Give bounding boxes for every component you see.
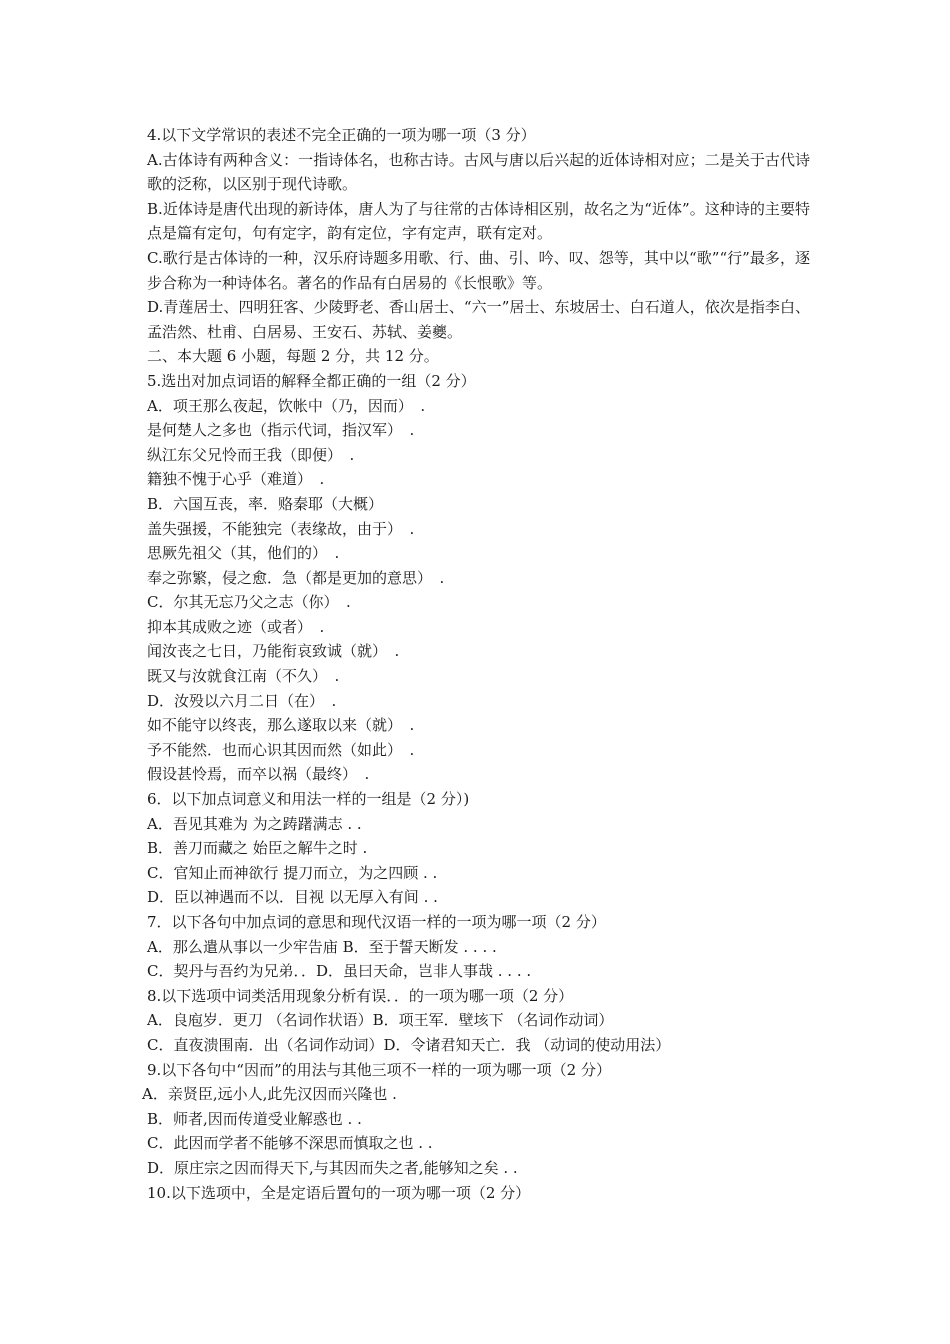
q6-option-c: C．官知止而神欲行 提刀而立，为之四顾 . . [147,863,438,882]
q5-option-c-line-3: 闻汝丧之七日，乃能衔哀致诚（就） . [147,642,400,661]
q5-option-d-line-4: 假设甚怜焉，而卒以祸（最终） . [147,765,370,784]
q9-option-b: B．师者,因而传道受业解惑也 . . [147,1109,362,1128]
document-page [142,123,810,1205]
q5-option-c-line-1: C．尔其无忘乃父之志（你） . [147,593,351,612]
q8-options-c-d: C．直夜溃围南．出（名词作动词）D．令诸君知天亡．我 （动词的使动用法） [147,1035,671,1054]
q5-option-b-line-3: 思厥先祖父（其，他们的） . [147,544,340,563]
q9-option-c: C．此因而学者不能够不深思而慎取之也 . . [147,1134,433,1153]
q4-option-c: C.歌行是古体诗的一种，汉乐府诗题多用歌、行、曲、引、吟、叹、怨等，其中以“歌”“行”最多，逐步合称为一种诗体名。著名的作品有白居易的《长恨歌》等。 [147,248,810,292]
q5-option-a-line-3: 纵江东父兄怜而王我（即便） . [147,445,355,464]
q5-option-c-line-4: 既又与汝就食江南（不久） . [147,667,340,686]
q6-option-d: D．臣以神遇而不以．目视 以无厚入有间 . . [147,888,438,907]
section-heading-2: 二、本大题 6 小题，每题 2 分，共 12 分。 [147,347,439,366]
q5-option-d-line-2: 如不能守以终丧，那么遂取以来（就） . [147,716,415,735]
q5-option-a-line-2: 是何楚人之多也（指示代词，指汉军） . [147,421,415,440]
q10-stem: 10.以下选项中，全是定语后置句的一项为哪一项（2 分） [147,1183,531,1202]
q5-option-d-line-1: D．汝殁以六月二日（在） . [147,691,337,710]
q9-option-a: A．亲贤臣,远小人,此先汉因而兴隆也 . [142,1085,397,1104]
q5-option-d-line-3: 予不能然．也而心识其因而然（如此） . [147,740,415,759]
q7-options-a-b: A．那么遣从事以一少牢告庙 B．至于誓天断发 . . . . [147,937,497,956]
q8-options-a-b: A．良庖岁．更刀 （名词作状语）B．项王军．壁垓下 （名词作动词） [147,1011,614,1030]
q6-option-a: A．吾见其难为 为之踌躇满志 . . [147,814,362,833]
q4-stem: 4.以下文学常识的表述不完全正确的一项为哪一项（3 分） [147,126,536,144]
q7-stem: 7．以下各句中加点词的意思和现代汉语一样的一项为哪一项（2 分） [147,913,606,931]
q5-option-a-line-4: 籍独不愧于心乎（难道） . [147,470,325,489]
q9-stem: 9.以下各句中“因而”的用法与其他三项不一样的一项为哪一项（2 分） [147,1060,611,1079]
q5-option-b-line-2: 盖失强援，不能独完（表缘故，由于） . [147,519,415,538]
q7-options-c-d: C．契丹与吾约为兄弟．．D．虽曰天命，岂非人事哉 . . . . [147,962,532,981]
q5-stem: 5.选出对加点词语的解释全都正确的一组（2 分） [147,371,476,390]
q5-option-a-line-1: A．项王那么夜起，饮帐中（乃，因而） . [147,396,426,415]
q5-option-c-line-2: 抑本其成败之迹（或者） . [147,617,325,636]
q9-option-d: D．原庄宗之因而得天下,与其因而失之者,能够知之矣 . . [147,1158,518,1177]
q8-stem: 8.以下选项中词类活用现象分析有误．．的一项为哪一项（2 分） [147,986,574,1005]
q5-option-b-line-1: B．六国互丧，率．赂秦耶（大概） [147,494,384,513]
q6-option-b: B．善刀而藏之 始臣之解牛之时 . [147,839,368,858]
q4-option-d: D.青莲居士、四明狂客、少陵野老、香山居士、“六一”居士、东坡居士、白石道人，依次是指李白、孟浩然、杜甫、白居易、王安石、苏轼、姜夔。 [147,298,810,341]
q4-option-a: A.古体诗有两种含义：一指诗体名，也称古诗。古风与唐以后兴起的近体诗相对应；二是关于古代诗歌的泛称，以区别于现代诗歌。 [147,150,810,194]
q5-option-b-line-4: 奉之弥繁，侵之愈．急（都是更加的意思） . [147,568,445,587]
q4-option-b: B.近体诗是唐代出现的新诗体，唐人为了与往常的古体诗相区别，故名之为“近体”。这种诗的主要特点是篇有定句，句有定字，韵有定位，字有定声，联有定对。 [147,199,810,243]
q6-stem: 6．以下加点词意义和用法一样的一组是（2 分）) [147,790,470,809]
